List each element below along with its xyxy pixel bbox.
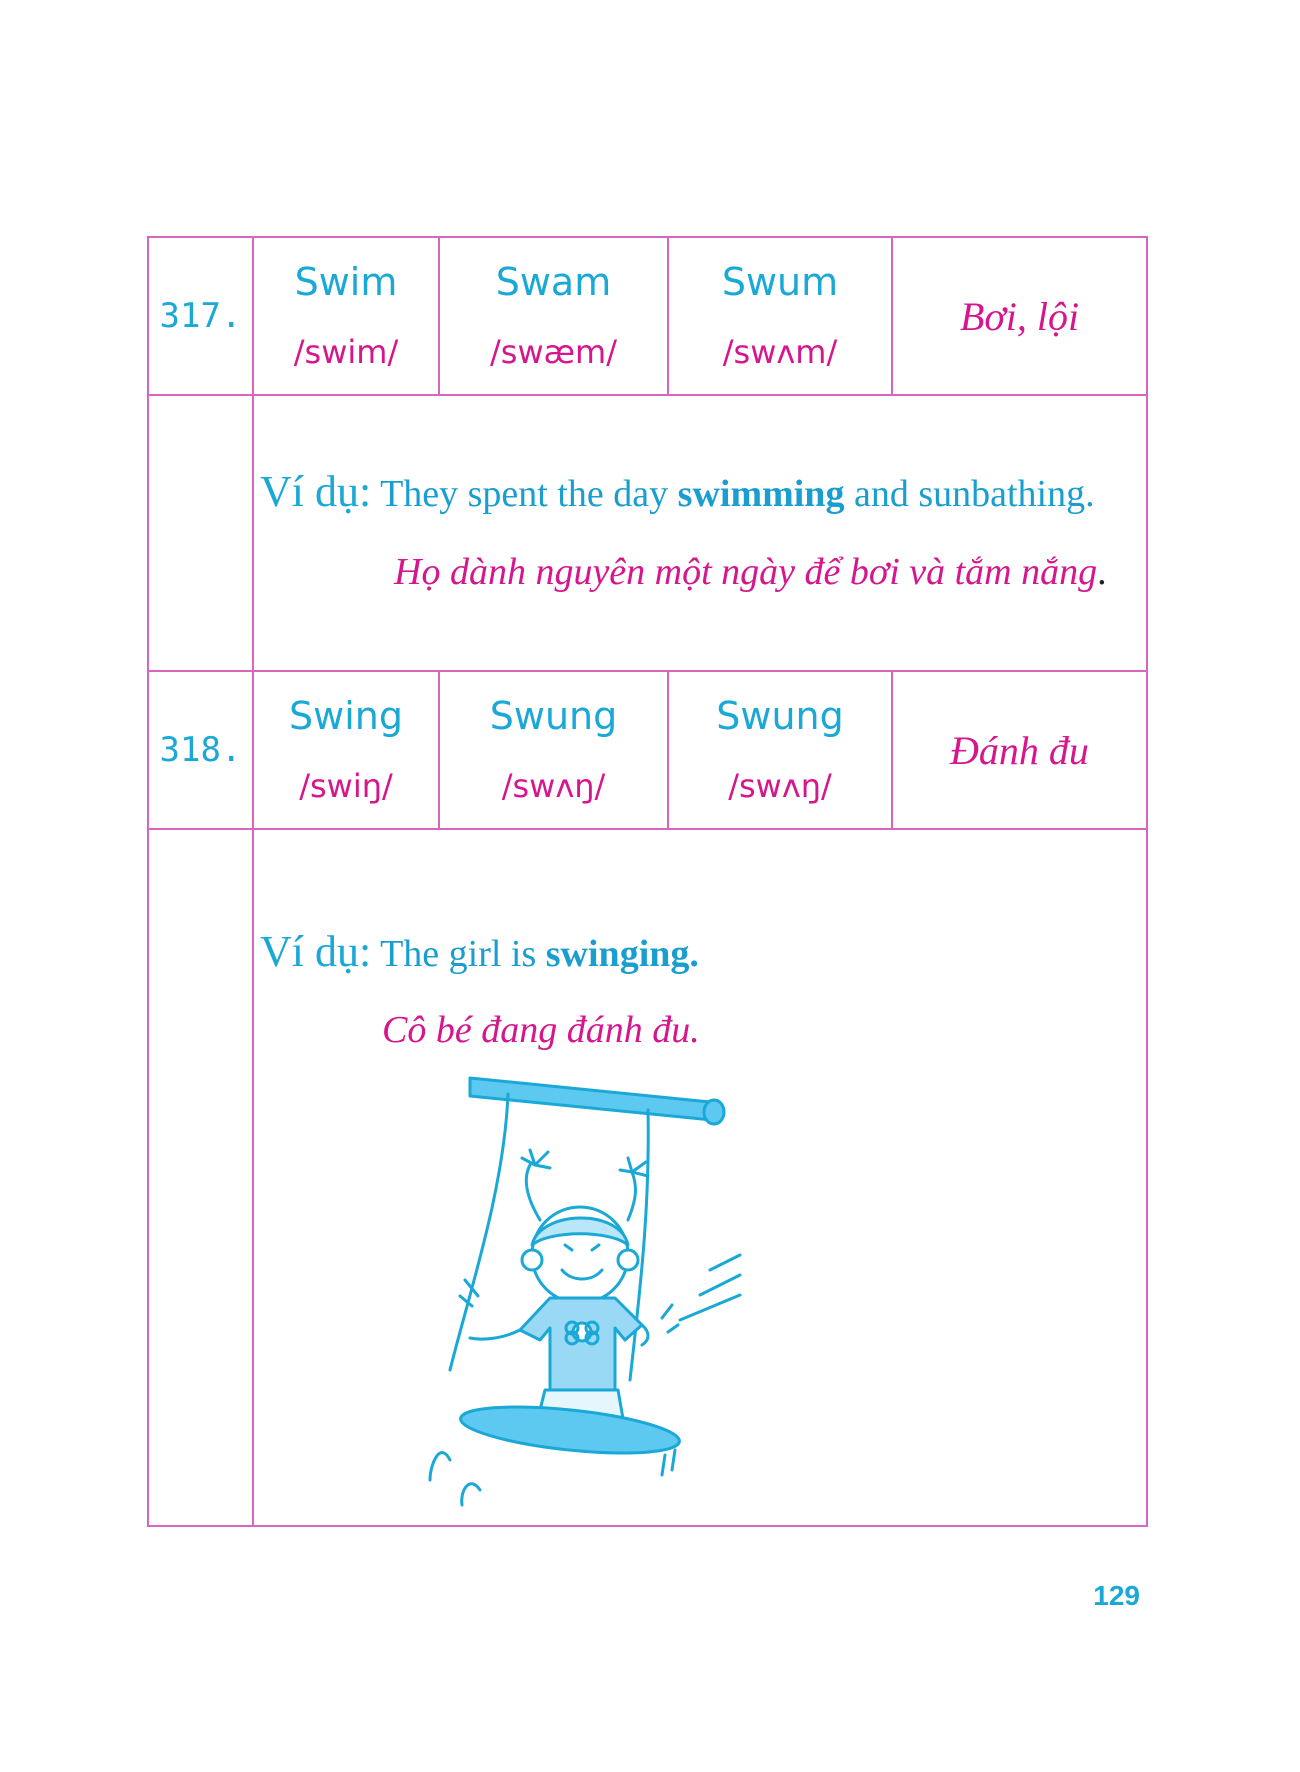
example-label: Ví dụ: — [260, 467, 372, 516]
base-form-ipa: /swim/ — [293, 333, 399, 371]
meaning: Đánh đu — [892, 671, 1147, 829]
past-form: Swam — [495, 260, 612, 304]
example-keyword: swinging. — [545, 933, 699, 975]
example-vietnamese — [394, 550, 1107, 594]
empty-number-cell — [148, 395, 253, 671]
base-form-ipa: /swiŋ/ — [299, 767, 393, 805]
example-cell — [253, 395, 1147, 671]
example-translation: Họ dành nguyên một ngày để bơi và tắm nắng — [394, 551, 1098, 593]
example-english — [260, 926, 699, 977]
base-form-cell — [253, 237, 439, 395]
entry-number: 318. — [148, 671, 253, 829]
example-row-317 — [148, 395, 1147, 671]
past-form: Swung — [489, 694, 618, 738]
meaning: Bơi, lội — [892, 237, 1147, 395]
example-translation: Cô bé đang đánh đu. — [382, 1009, 700, 1051]
example-vietnamese — [382, 1008, 700, 1052]
entry-number: 317. — [148, 237, 253, 395]
past-form-cell — [439, 237, 668, 395]
base-form-cell — [253, 671, 439, 829]
example-text: The girl is — [380, 933, 537, 975]
example-keyword: swimming — [677, 473, 845, 515]
past-form-ipa: /swʌŋ/ — [501, 767, 606, 805]
example-english — [260, 466, 1095, 517]
participle-form-cell — [668, 237, 892, 395]
example-label: Ví dụ: — [260, 927, 372, 976]
verb-row-318 — [148, 671, 1147, 829]
participle-form: Swung — [716, 694, 844, 738]
verb-row-317 — [148, 237, 1147, 395]
base-form: Swim — [294, 260, 398, 304]
participle-form-ipa: /swʌŋ/ — [728, 767, 832, 805]
participle-form-ipa: /swʌm/ — [722, 333, 838, 371]
base-form: Swing — [289, 694, 403, 738]
past-form-ipa: /swæm/ — [490, 333, 617, 371]
past-form-cell — [439, 671, 668, 829]
girl-on-swing-icon — [410, 1070, 810, 1510]
example-translation-period: . — [1097, 551, 1107, 593]
page-number: 129 — [1093, 1580, 1140, 1611]
example-text: They spent the day — [380, 473, 669, 515]
participle-form-cell — [668, 671, 892, 829]
example-text-end: and sunbathing. — [853, 473, 1095, 515]
empty-number-cell — [148, 829, 253, 1526]
participle-form: Swum — [721, 260, 839, 304]
